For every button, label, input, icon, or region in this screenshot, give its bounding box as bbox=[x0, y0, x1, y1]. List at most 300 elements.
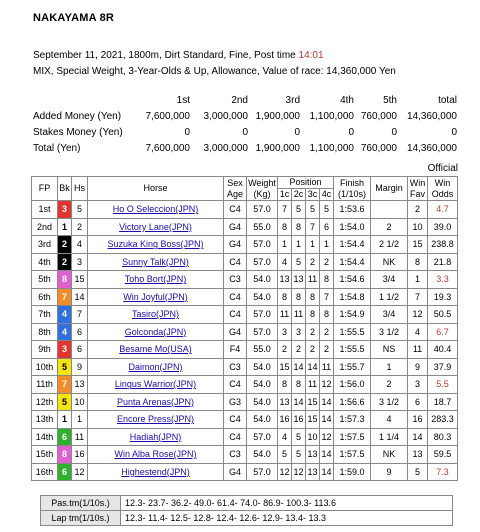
race-conditions-text: September 11, 2021, 1800m, Dirt Standard, Fine, Post time bbox=[33, 50, 299, 61]
win-odds-cell: 5.5 bbox=[428, 376, 458, 394]
fp-cell: 9th bbox=[32, 341, 58, 359]
margin-cell: 1 bbox=[371, 358, 408, 376]
horse-name-cell[interactable] bbox=[88, 323, 224, 341]
horse-number-cell: 16 bbox=[72, 446, 88, 464]
corner2-cell: 5 bbox=[292, 428, 306, 446]
corner4-cell: 14 bbox=[320, 411, 334, 429]
corner1-cell: 13 bbox=[278, 393, 292, 411]
win-odds-cell: 4.7 bbox=[428, 201, 458, 219]
horse-link[interactable]: Sunny Talk(JPN) bbox=[122, 256, 189, 267]
win-fav-cell: 14 bbox=[408, 428, 428, 446]
bracket-cell: 2 bbox=[58, 236, 72, 254]
weight-cell: 57.0 bbox=[247, 201, 278, 219]
money-row-label: Total (Yen) bbox=[33, 142, 81, 154]
win-odds-cell: 18.7 bbox=[428, 393, 458, 411]
result-row bbox=[32, 463, 458, 481]
corner3-cell: 7 bbox=[306, 218, 320, 236]
money-cell: 760,000 bbox=[360, 110, 397, 122]
corner1-cell: 15 bbox=[278, 358, 292, 376]
corner3-cell: 2 bbox=[306, 341, 320, 359]
corner3-cell: 8 bbox=[306, 288, 320, 306]
corner2-cell: 8 bbox=[292, 218, 306, 236]
margin-cell: 3/4 bbox=[371, 271, 408, 289]
finish-time-cell: 1:54.0 bbox=[334, 218, 371, 236]
sex-age-cell: C4 bbox=[224, 376, 247, 394]
horse-link[interactable]: Punta Arenas(JPN) bbox=[116, 396, 195, 407]
margin-cell: NK bbox=[371, 446, 408, 464]
corner2-cell: 14 bbox=[292, 393, 306, 411]
corner2-cell: 8 bbox=[292, 288, 306, 306]
sex-age-cell: C3 bbox=[224, 446, 247, 464]
horse-number-cell: 12 bbox=[72, 463, 88, 481]
money-cell: 0 bbox=[242, 126, 248, 138]
money-header-cell: 4th bbox=[340, 94, 354, 106]
finish-time-cell: 1:55.5 bbox=[334, 323, 371, 341]
money-cell: 3,000,000 bbox=[203, 142, 248, 154]
lap-time-values: 12.3- 11.4- 12.5- 12.8- 12.4- 12.6- 12.9- 13.4- 13.3 bbox=[121, 511, 453, 526]
money-cell: 1,100,000 bbox=[309, 142, 354, 154]
finish-time-cell: 1:53.6 bbox=[334, 201, 371, 219]
margin-cell: 3/4 bbox=[371, 306, 408, 324]
corner2-cell: 5 bbox=[292, 201, 306, 219]
horse-number-cell: 9 bbox=[72, 358, 88, 376]
horse-number-cell: 6 bbox=[72, 323, 88, 341]
corner4-cell: 5 bbox=[320, 201, 334, 219]
win-odds-cell: 6.7 bbox=[428, 323, 458, 341]
bracket-cell: 8 bbox=[58, 271, 72, 289]
winodds-header: Win Odds bbox=[428, 177, 458, 201]
horse-name-cell[interactable] bbox=[88, 341, 224, 359]
bracket-cell: 3 bbox=[58, 201, 72, 219]
horse-name-cell[interactable] bbox=[88, 218, 224, 236]
finish-time-cell: 1:55.5 bbox=[334, 341, 371, 359]
corner4-cell: 1 bbox=[320, 236, 334, 254]
money-cell: 1,100,000 bbox=[309, 110, 354, 122]
bracket-cell: 4 bbox=[58, 306, 72, 324]
split-times-table bbox=[40, 495, 453, 526]
corner3-cell: 10 bbox=[306, 428, 320, 446]
horse-link[interactable]: Hadiah(JPN) bbox=[129, 431, 182, 442]
weight-cell: 54.0 bbox=[247, 446, 278, 464]
corner4-cell: 14 bbox=[320, 393, 334, 411]
weight-cell: 57.0 bbox=[247, 306, 278, 324]
result-row bbox=[32, 411, 458, 429]
result-row bbox=[32, 236, 458, 254]
corner3-cell: 14 bbox=[306, 358, 320, 376]
win-fav-cell: 10 bbox=[408, 218, 428, 236]
margin-cell: 3 1/2 bbox=[371, 393, 408, 411]
bracket-cell: 4 bbox=[58, 323, 72, 341]
money-header-cell: 2nd bbox=[231, 94, 248, 106]
corner1-cell: 16 bbox=[278, 411, 292, 429]
win-odds-cell: 80.3 bbox=[428, 428, 458, 446]
horse-name-cell[interactable] bbox=[88, 271, 224, 289]
win-fav-cell: 3 bbox=[408, 376, 428, 394]
passing-time-row bbox=[41, 496, 453, 511]
result-row bbox=[32, 218, 458, 236]
horse-link[interactable]: Suzuka King Boss(JPN) bbox=[107, 239, 204, 250]
margin-cell: 2 bbox=[371, 218, 408, 236]
prize-money-header-row bbox=[33, 92, 457, 108]
sex-age-cell: C4 bbox=[224, 411, 247, 429]
corner1-cell: 2 bbox=[278, 341, 292, 359]
race-category-line: MIX, Special Weight, 3-Year-Olds & Up, Allowance, Value of race: 14,360,000 Yen bbox=[33, 66, 396, 77]
margin-cell: 4 bbox=[371, 411, 408, 429]
corner3-cell: 2 bbox=[306, 253, 320, 271]
finish-time-cell: 1:56.0 bbox=[334, 376, 371, 394]
corner3-cell: 5 bbox=[306, 201, 320, 219]
win-odds-cell: 59.5 bbox=[428, 446, 458, 464]
win-fav-cell: 15 bbox=[408, 236, 428, 254]
horse-name-cell[interactable] bbox=[88, 463, 224, 481]
horse-number-cell: 14 bbox=[72, 288, 88, 306]
corner2-cell: 8 bbox=[292, 376, 306, 394]
result-row bbox=[32, 201, 458, 219]
horse-link[interactable]: Tasiro(JPN) bbox=[131, 309, 179, 320]
margin-cell: 2 bbox=[371, 376, 408, 394]
margin-cell: NK bbox=[371, 253, 408, 271]
win-fav-cell: 5 bbox=[408, 463, 428, 481]
corner3-cell: 8 bbox=[306, 306, 320, 324]
finish-time-cell: 1:54.4 bbox=[334, 253, 371, 271]
weight-cell: 54.0 bbox=[247, 271, 278, 289]
sex-age-cell: F4 bbox=[224, 341, 247, 359]
bracket-cell: 6 bbox=[58, 463, 72, 481]
money-cell: 7,600,000 bbox=[145, 110, 190, 122]
corner1-cell: 5 bbox=[278, 446, 292, 464]
weight-cell: 57.0 bbox=[247, 253, 278, 271]
fp-cell: 11th bbox=[32, 376, 58, 394]
money-cell: 14,360,000 bbox=[406, 110, 457, 122]
horse-link[interactable]: Highestend(JPN) bbox=[121, 466, 190, 477]
money-header-cell: 5th bbox=[383, 94, 397, 106]
corner3-cell: 2 bbox=[306, 323, 320, 341]
corner1-cell: 1 bbox=[278, 236, 292, 254]
money-cell: 0 bbox=[391, 126, 397, 138]
result-row bbox=[32, 253, 458, 271]
bracket-cell: 8 bbox=[58, 446, 72, 464]
horse-name-cell[interactable] bbox=[88, 306, 224, 324]
margin-cell bbox=[371, 201, 408, 219]
corner3-cell: 13 bbox=[306, 463, 320, 481]
margin-cell: 9 bbox=[371, 463, 408, 481]
weight-cell: 54.0 bbox=[247, 376, 278, 394]
corner2-cell: 13 bbox=[292, 271, 306, 289]
corner2-cell: 5 bbox=[292, 253, 306, 271]
horse-name-cell[interactable] bbox=[88, 288, 224, 306]
horse-link[interactable]: Ho O Seleccion(JPN) bbox=[112, 204, 199, 215]
corner4-cell: 12 bbox=[320, 428, 334, 446]
corner4-cell: 2 bbox=[320, 323, 334, 341]
lap-time-label: Lap tm(1/10s.) bbox=[41, 511, 121, 526]
bracket-cell: 5 bbox=[58, 393, 72, 411]
fp-cell: 13th bbox=[32, 411, 58, 429]
bk-header: Bk bbox=[58, 177, 72, 201]
passing-time-values: 12.3- 23.7- 36.2- 49.0- 61.4- 74.0- 86.9- 100.3- 113.6 bbox=[121, 496, 453, 511]
horse-name-cell[interactable] bbox=[88, 358, 224, 376]
corner1-cell: 7 bbox=[278, 201, 292, 219]
money-cell: 0 bbox=[184, 126, 190, 138]
win-odds-cell: 283.3 bbox=[428, 411, 458, 429]
weight-cell: 54.0 bbox=[247, 393, 278, 411]
corner4-cell: 2 bbox=[320, 341, 334, 359]
horse-number-cell: 15 bbox=[72, 271, 88, 289]
margin-cell: 2 1/2 bbox=[371, 236, 408, 254]
prize-money-row bbox=[33, 124, 457, 140]
horse-number-cell: 1 bbox=[72, 411, 88, 429]
money-cell: 0 bbox=[451, 126, 457, 138]
margin-cell: 1 1/4 bbox=[371, 428, 408, 446]
horse-link[interactable]: Win Alba Rose(JPN) bbox=[114, 449, 197, 460]
money-cell: 1,900,000 bbox=[255, 142, 300, 154]
corner4-cell: 7 bbox=[320, 288, 334, 306]
sex-age-cell: C4 bbox=[224, 288, 247, 306]
results-table bbox=[31, 176, 458, 481]
sex-age-cell: C4 bbox=[224, 253, 247, 271]
fp-cell: 3rd bbox=[32, 236, 58, 254]
horse-name-cell[interactable] bbox=[88, 253, 224, 271]
horse-link[interactable]: Daimon(JPN) bbox=[128, 361, 183, 372]
fp-cell: 14th bbox=[32, 428, 58, 446]
corner2-cell: 2 bbox=[292, 341, 306, 359]
weight-cell: 55.0 bbox=[247, 341, 278, 359]
corner1-cell: 4 bbox=[278, 428, 292, 446]
horse-number-cell: 6 bbox=[72, 341, 88, 359]
official-label: Official bbox=[427, 163, 458, 174]
weight-cell: 57.0 bbox=[247, 323, 278, 341]
bracket-cell: 6 bbox=[58, 428, 72, 446]
finish-time-cell: 1:59.0 bbox=[334, 463, 371, 481]
win-odds-cell: 39.0 bbox=[428, 218, 458, 236]
result-row bbox=[32, 393, 458, 411]
fp-cell: 8th bbox=[32, 323, 58, 341]
win-fav-cell: 2 bbox=[408, 201, 428, 219]
corner1-header: 1c bbox=[278, 189, 292, 201]
horse-link[interactable]: Win Joyful(JPN) bbox=[123, 291, 188, 302]
corner2-cell: 12 bbox=[292, 463, 306, 481]
horse-link[interactable]: Toho Bort(JPN) bbox=[124, 274, 187, 285]
money-cell: 1,900,000 bbox=[255, 110, 300, 122]
corner2-cell: 14 bbox=[292, 358, 306, 376]
win-odds-cell: 7.3 bbox=[428, 463, 458, 481]
corner4-cell: 8 bbox=[320, 306, 334, 324]
finish-time-cell: 1:57.5 bbox=[334, 428, 371, 446]
corner1-cell: 8 bbox=[278, 376, 292, 394]
prize-money-row bbox=[33, 108, 457, 124]
corner4-cell: 6 bbox=[320, 218, 334, 236]
horse-link[interactable]: Encore Press(JPN) bbox=[116, 414, 195, 425]
result-row bbox=[32, 271, 458, 289]
post-time: 14:01 bbox=[298, 50, 324, 61]
margin-cell: 3 1/2 bbox=[371, 323, 408, 341]
win-fav-cell: 8 bbox=[408, 253, 428, 271]
fp-cell: 7th bbox=[32, 306, 58, 324]
corner3-cell: 15 bbox=[306, 393, 320, 411]
lap-time-row bbox=[41, 511, 453, 526]
fp-cell: 2nd bbox=[32, 218, 58, 236]
corner4-header: 4c bbox=[320, 189, 334, 201]
horse-number-cell: 10 bbox=[72, 393, 88, 411]
finish-time-cell: 1:54.8 bbox=[334, 288, 371, 306]
weight-cell: 54.0 bbox=[247, 411, 278, 429]
win-fav-cell: 13 bbox=[408, 446, 428, 464]
horse-name-cell[interactable] bbox=[88, 411, 224, 429]
money-row-label: Added Money (Yen) bbox=[33, 110, 122, 122]
money-cell: 0 bbox=[294, 126, 300, 138]
weight-header: Weight (Kg) bbox=[248, 177, 276, 199]
weight-cell: 57.0 bbox=[247, 428, 278, 446]
sexage-header: Sex Age bbox=[224, 177, 247, 201]
sex-age-cell: G3 bbox=[224, 393, 247, 411]
fp-cell: 12th bbox=[32, 393, 58, 411]
corner2-header: 2c bbox=[292, 189, 306, 201]
horse-link[interactable]: Lingus Warrior(JPN) bbox=[114, 379, 197, 390]
winfav-header: Win Fav bbox=[408, 177, 428, 201]
win-fav-cell: 16 bbox=[408, 411, 428, 429]
horse-number-cell: 2 bbox=[72, 218, 88, 236]
money-header-cell: total bbox=[438, 94, 457, 106]
horse-name-cell[interactable] bbox=[88, 236, 224, 254]
fp-cell: 6th bbox=[32, 288, 58, 306]
sex-age-cell: C4 bbox=[224, 428, 247, 446]
corner4-cell: 11 bbox=[320, 358, 334, 376]
result-row bbox=[32, 358, 458, 376]
horse-number-cell: 7 bbox=[72, 306, 88, 324]
race-title: NAKAYAMA 8R bbox=[33, 12, 115, 24]
fp-cell: 5th bbox=[32, 271, 58, 289]
horse-number-cell: 11 bbox=[72, 428, 88, 446]
corner4-cell: 14 bbox=[320, 446, 334, 464]
corner2-cell: 1 bbox=[292, 236, 306, 254]
results-header-row bbox=[32, 177, 458, 189]
sex-age-cell: G4 bbox=[224, 323, 247, 341]
corner2-cell: 16 bbox=[292, 411, 306, 429]
finish-time-cell: 1:57.3 bbox=[334, 411, 371, 429]
sex-age-cell: G4 bbox=[224, 218, 247, 236]
fp-cell: 15th bbox=[32, 446, 58, 464]
passing-time-label: Pas.tm(1/10s.) bbox=[41, 496, 121, 511]
win-fav-cell: 1 bbox=[408, 271, 428, 289]
sex-age-cell: G4 bbox=[224, 463, 247, 481]
margin-cell: NS bbox=[371, 341, 408, 359]
fp-cell: 1st bbox=[32, 201, 58, 219]
horse-link[interactable]: Golconda(JPN) bbox=[124, 326, 187, 337]
sex-age-cell: C3 bbox=[224, 358, 247, 376]
horse-link[interactable]: Victory Lane(JPN) bbox=[119, 221, 192, 232]
win-fav-cell: 7 bbox=[408, 288, 428, 306]
corner3-cell: 1 bbox=[306, 236, 320, 254]
horse-name-cell[interactable] bbox=[88, 428, 224, 446]
result-row bbox=[32, 341, 458, 359]
result-row bbox=[32, 306, 458, 324]
finish-time-cell: 1:54.4 bbox=[334, 236, 371, 254]
win-fav-cell: 9 bbox=[408, 358, 428, 376]
money-cell: 760,000 bbox=[360, 142, 397, 154]
money-cell: 7,600,000 bbox=[145, 142, 190, 154]
fp-header: FP bbox=[32, 177, 58, 201]
win-odds-cell: 3.3 bbox=[428, 271, 458, 289]
fp-cell: 10th bbox=[32, 358, 58, 376]
corner3-header: 3c bbox=[306, 189, 320, 201]
horse-number-cell: 13 bbox=[72, 376, 88, 394]
win-odds-cell: 50.5 bbox=[428, 306, 458, 324]
sex-age-cell: C4 bbox=[224, 201, 247, 219]
bracket-cell: 5 bbox=[58, 358, 72, 376]
prize-money-table bbox=[33, 92, 457, 156]
bracket-cell: 1 bbox=[58, 411, 72, 429]
result-row bbox=[32, 288, 458, 306]
horse-name-cell[interactable] bbox=[88, 201, 224, 219]
win-odds-cell: 238.8 bbox=[428, 236, 458, 254]
money-header-cell bbox=[33, 92, 140, 108]
corner1-cell: 8 bbox=[278, 218, 292, 236]
weight-cell: 55.0 bbox=[247, 218, 278, 236]
sex-age-cell: G4 bbox=[224, 236, 247, 254]
fp-cell: 4th bbox=[32, 253, 58, 271]
corner1-cell: 13 bbox=[278, 271, 292, 289]
money-row-label: Stakes Money (Yen) bbox=[33, 126, 123, 138]
corner4-cell: 8 bbox=[320, 271, 334, 289]
win-odds-cell: 19.3 bbox=[428, 288, 458, 306]
horse-header: Horse bbox=[88, 177, 224, 201]
sex-age-cell: C3 bbox=[224, 271, 247, 289]
win-odds-cell: 37.9 bbox=[428, 358, 458, 376]
result-row bbox=[32, 323, 458, 341]
finish-time-cell: 1:55.7 bbox=[334, 358, 371, 376]
corner1-cell: 4 bbox=[278, 253, 292, 271]
corner1-cell: 3 bbox=[278, 323, 292, 341]
position-header: Position bbox=[278, 177, 334, 189]
result-row bbox=[32, 428, 458, 446]
money-cell: 14,360,000 bbox=[406, 142, 457, 154]
win-fav-cell: 11 bbox=[408, 341, 428, 359]
finish-header: Finish (1/10s) bbox=[334, 177, 371, 201]
hs-header: Hs bbox=[72, 177, 88, 201]
horse-link[interactable]: Besame Mo(USA) bbox=[119, 344, 192, 355]
horse-name-cell[interactable] bbox=[88, 446, 224, 464]
corner3-cell: 13 bbox=[306, 446, 320, 464]
corner3-cell: 11 bbox=[306, 271, 320, 289]
margin-cell: 1 1/2 bbox=[371, 288, 408, 306]
corner3-cell: 15 bbox=[306, 411, 320, 429]
bracket-cell: 1 bbox=[58, 218, 72, 236]
horse-number-cell: 4 bbox=[72, 236, 88, 254]
weight-cell: 57.0 bbox=[247, 463, 278, 481]
win-fav-cell: 12 bbox=[408, 306, 428, 324]
corner1-cell: 8 bbox=[278, 288, 292, 306]
bracket-cell: 7 bbox=[58, 288, 72, 306]
money-header-cell: 1st bbox=[176, 94, 190, 106]
corner2-cell: 11 bbox=[292, 306, 306, 324]
money-cell: 3,000,000 bbox=[203, 110, 248, 122]
corner1-cell: 12 bbox=[278, 463, 292, 481]
weight-cell: 54.0 bbox=[247, 288, 278, 306]
horse-name-cell[interactable] bbox=[88, 376, 224, 394]
corner4-cell: 14 bbox=[320, 463, 334, 481]
money-cell: 0 bbox=[348, 126, 354, 138]
win-odds-cell: 21.8 bbox=[428, 253, 458, 271]
win-fav-cell: 4 bbox=[408, 323, 428, 341]
sex-age-cell: C4 bbox=[224, 306, 247, 324]
corner2-cell: 3 bbox=[292, 323, 306, 341]
horse-name-cell[interactable] bbox=[88, 393, 224, 411]
win-fav-cell: 6 bbox=[408, 393, 428, 411]
horse-number-cell: 3 bbox=[72, 253, 88, 271]
bracket-cell: 3 bbox=[58, 341, 72, 359]
corner1-cell: 11 bbox=[278, 306, 292, 324]
corner3-cell: 11 bbox=[306, 376, 320, 394]
result-row bbox=[32, 446, 458, 464]
